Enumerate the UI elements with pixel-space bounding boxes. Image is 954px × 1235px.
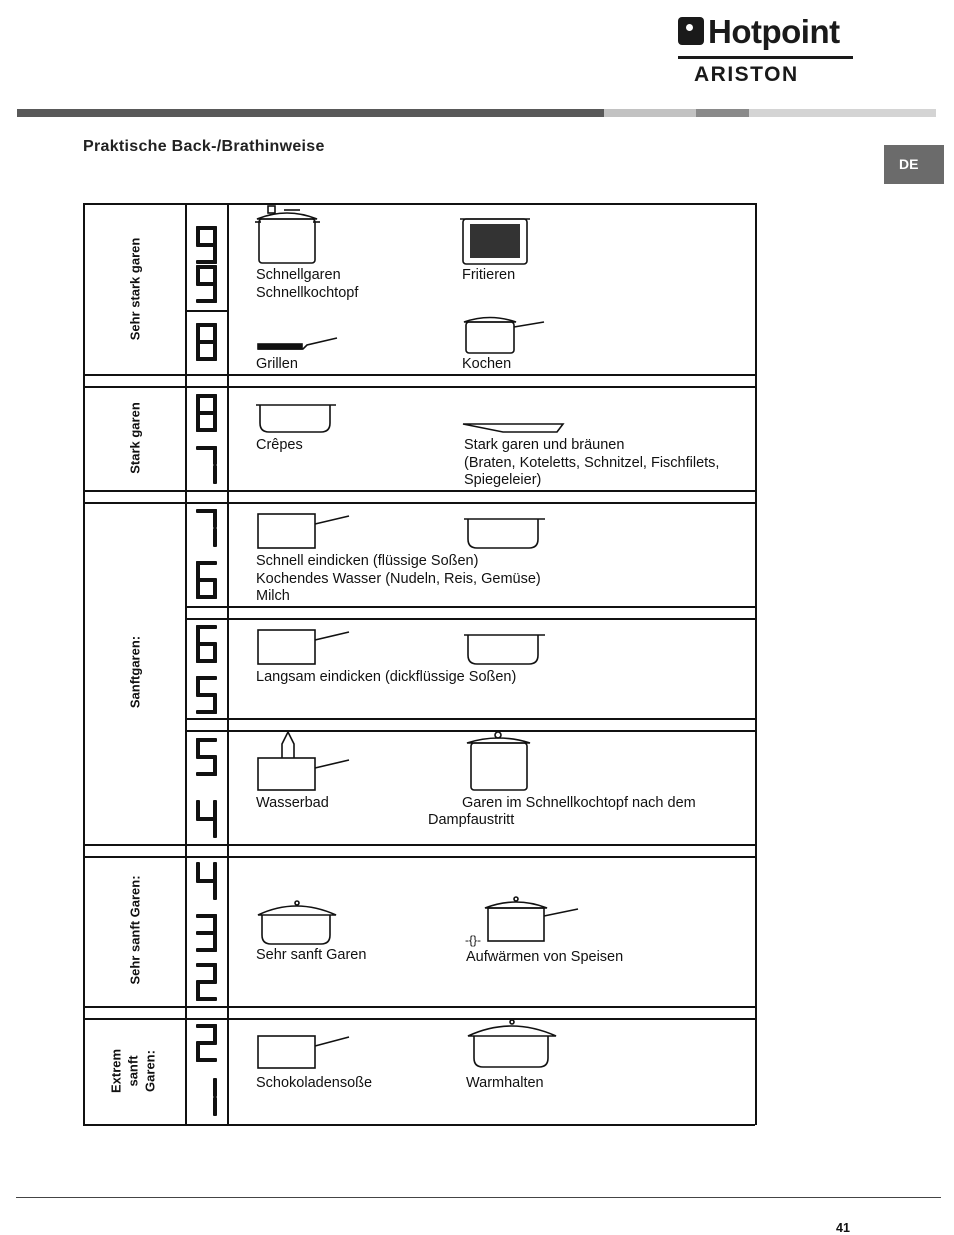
digit-segment	[213, 465, 217, 484]
level-digit-9	[196, 265, 217, 303]
pot-with-lid-icon	[464, 318, 544, 354]
category-extrem-line-3: Garen:	[142, 1050, 158, 1092]
level-digit-2	[196, 963, 217, 1001]
entry-stark-braeunen-2: (Braten, Koteletts, Schnitzel, Fischfilets,	[464, 455, 720, 471]
pressure-cooker-icon	[255, 206, 320, 263]
digit-segment	[213, 1078, 217, 1097]
language-tab[interactable]: DE	[884, 145, 944, 184]
level-digit-9	[196, 226, 217, 264]
entry-langsam: Langsam eindicken (dickflüssige Soßen)	[256, 669, 517, 685]
entry-aufwaermen: Aufwärmen von Speisen	[466, 949, 624, 965]
digit-segment	[196, 997, 217, 1001]
water-bath-icon	[258, 732, 349, 790]
entry-dampf-1: Garen im Schnellkochtopf nach dem	[462, 795, 696, 811]
entry-eindicken-1: Schnell eindicken (flüssige Soßen)	[256, 553, 479, 569]
digit-segment	[213, 580, 217, 599]
digit-segment	[196, 340, 217, 344]
saucepan-handle-icon-2	[258, 630, 349, 664]
category-extrem-line-2: sanft	[125, 1055, 141, 1087]
category-sehr-sanft: Sehr sanft Garen:	[127, 875, 143, 985]
digit-segment	[196, 260, 217, 264]
digit-segment	[213, 881, 217, 900]
digit-segment	[196, 282, 217, 286]
digit-segment	[196, 413, 200, 432]
entry-kochen: Kochen	[462, 356, 512, 372]
entry-warmhalten: Warmhalten	[466, 1075, 544, 1091]
entry-crepes: Crêpes	[256, 437, 303, 453]
entry-grillen: Grillen	[256, 356, 298, 372]
brand-logo-hotpoint: Hotpoint	[708, 13, 840, 50]
pot-lid-handle-icon	[485, 897, 578, 941]
digit-segment	[213, 528, 217, 547]
brand-logo-ariston: ARISTON	[694, 63, 799, 86]
digit-segment	[196, 243, 217, 247]
page-title: Praktische Back-/Brathinweise	[83, 138, 325, 155]
digit-segment	[196, 299, 217, 303]
level-digit-7	[196, 509, 217, 547]
category-extrem-line-1: Extrem	[108, 1048, 124, 1094]
entry-eindicken-3: Milch	[256, 588, 290, 604]
entry-stark-braeunen: Stark garen und bräunen	[464, 437, 625, 453]
entry-wasserbad: Wasserbad	[256, 795, 329, 811]
category-stark: Stark garen	[127, 402, 143, 474]
entry-dampf-2: Dampfaustritt	[428, 812, 515, 828]
casserole-icon	[464, 519, 545, 548]
entry-schnellgaren: Schnellgaren	[256, 267, 341, 283]
level-digit-7	[196, 446, 217, 484]
level-digit-4	[196, 800, 217, 838]
category-sanft: Sanftgaren:	[127, 635, 143, 709]
casserole-icon-2	[464, 635, 545, 664]
level-digit-5	[196, 676, 217, 714]
digit-segment	[213, 509, 217, 528]
saucepan-icon	[256, 405, 336, 432]
level-digit-3	[196, 914, 217, 952]
saucepan-handle-icon-3	[258, 1036, 349, 1068]
level-digit-8	[196, 394, 217, 432]
digit-segment	[196, 411, 217, 415]
entry-schokolade: Schokoladensoße	[256, 1075, 373, 1091]
pressure-cooker-icon-2	[467, 732, 530, 790]
digit-segment	[213, 644, 217, 663]
pot-with-lid-icon-2	[258, 901, 336, 944]
level-digit-2	[196, 1024, 217, 1062]
frying-basket-icon	[460, 219, 530, 264]
digit-segment	[213, 819, 217, 838]
digit-segment	[213, 446, 217, 465]
entry-sehr-sanft: Sehr sanft Garen	[256, 947, 367, 963]
level-digit-6	[196, 625, 217, 663]
category-sehr-stark: Sehr stark garen	[127, 237, 143, 341]
entry-fritieren: Fritieren	[462, 267, 516, 283]
entry-eindicken-2: Kochendes Wasser (Nudeln, Reis, Gemüse)	[256, 571, 541, 587]
level-digit-4	[196, 862, 217, 900]
grill-pan-icon	[258, 338, 337, 349]
level-digit-6	[196, 561, 217, 599]
page-number: 41	[836, 1221, 850, 1235]
entry-stark-braeunen-3: Spiegeleier)	[464, 472, 542, 488]
digit-segment	[196, 772, 217, 776]
heat-symbol: -{}-	[465, 933, 482, 947]
footer-divider	[16, 1197, 941, 1198]
digit-segment	[196, 1058, 217, 1062]
level-digit-8	[196, 323, 217, 361]
frying-pan-icon	[463, 424, 563, 432]
saucepan-handle-icon	[258, 514, 349, 548]
digit-segment	[196, 342, 200, 361]
digit-segment	[196, 948, 217, 952]
digit-segment	[213, 862, 217, 881]
digit-segment	[213, 1097, 217, 1116]
entry-schnellkochtopf: Schnellkochtopf	[256, 285, 359, 301]
digit-segment	[213, 800, 217, 819]
digit-segment	[196, 710, 217, 714]
level-digit-1	[196, 1078, 217, 1116]
pot-with-lid-icon-3	[468, 1020, 556, 1067]
level-digit-5	[196, 738, 217, 776]
